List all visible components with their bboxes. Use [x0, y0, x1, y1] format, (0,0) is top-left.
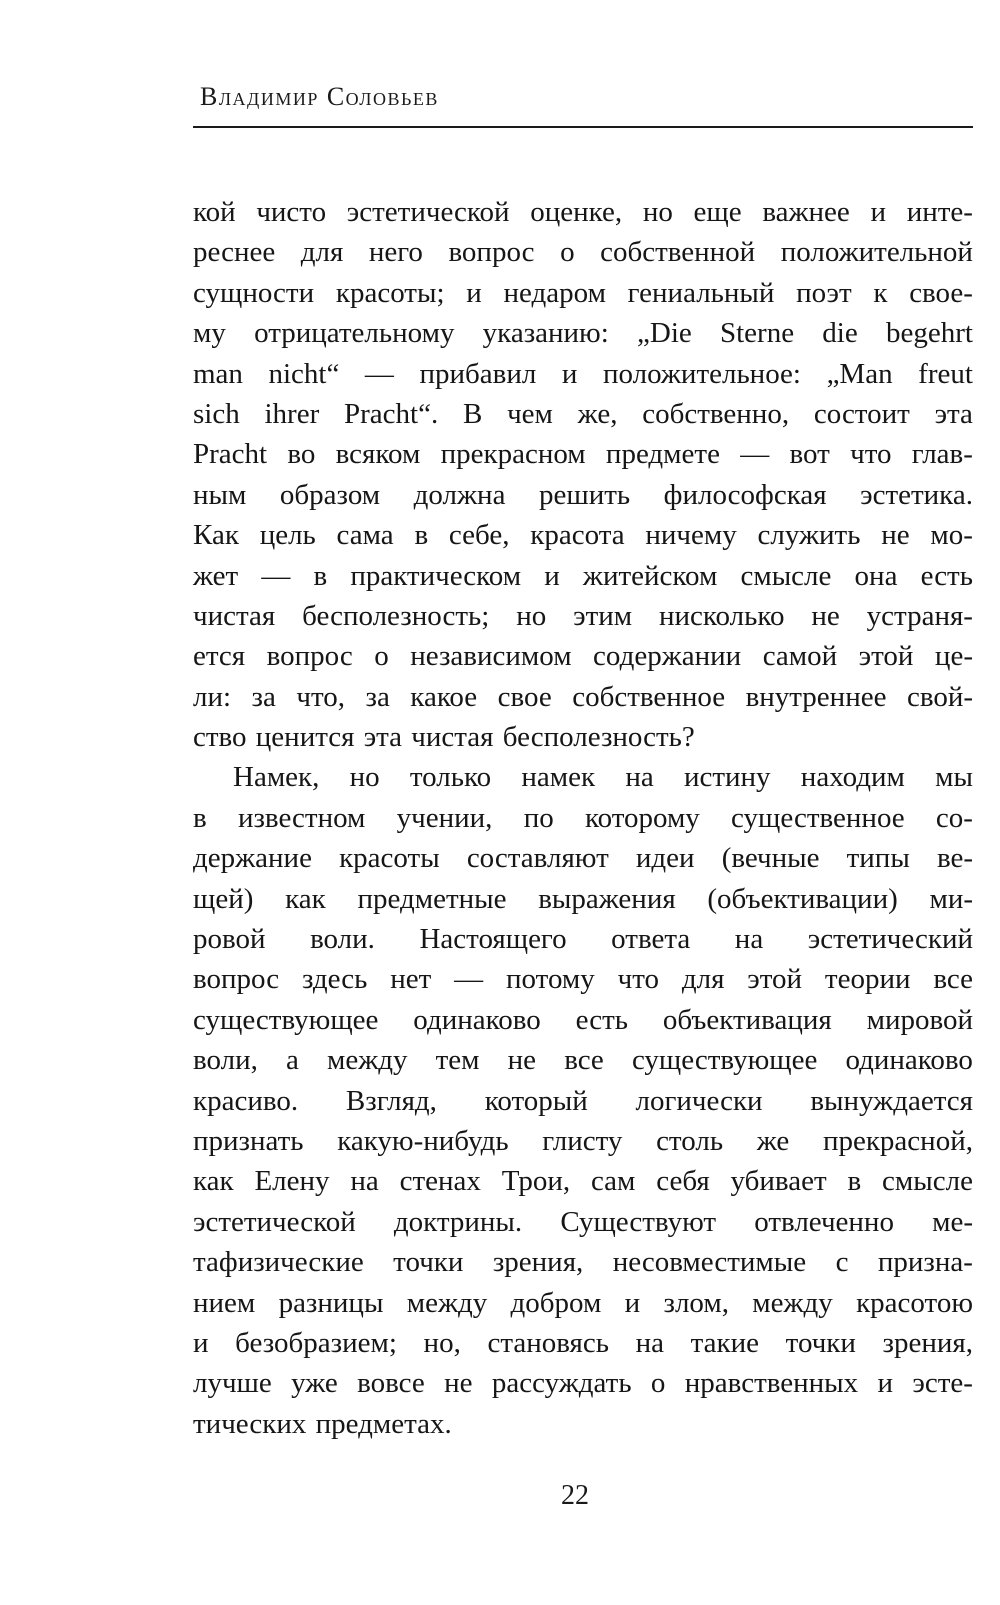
text-line: тафизические точки зрения, несовместимые с призна- [193, 1246, 973, 1279]
body-text [193, 192, 973, 1444]
text-line: Намек, но только намек на истину находим мы [233, 761, 973, 794]
text-line: Pracht во всяком прекрасном предмете — вот что глав- [193, 438, 973, 471]
text-line: man nicht“ — прибавил и положительное: „Man freut [193, 357, 973, 390]
text-line: sich ihrer Pracht“. В чем же, собственно, состоит эта [193, 397, 973, 430]
header-rule [193, 126, 973, 128]
running-header: Владимир Соловьев [200, 82, 439, 111]
text-line: сущности красоты; и недаром гениальный поэт к свое- [193, 276, 973, 309]
text-line: щей) как предметные выражения (объективации) ми- [193, 882, 973, 915]
text-line: нием разницы между добром и злом, между красотою [193, 1286, 973, 1319]
text-line: жет — в практическом и житейском смысле она есть [193, 559, 973, 592]
text-line: кой чисто эстетической оценке, но еще важнее и инте- [193, 196, 973, 228]
text-line: держание красоты составляют идеи (вечные типы ве- [193, 842, 973, 875]
text-line: ется вопрос о независимом содержании самой этой це- [193, 640, 973, 673]
text-line: Как цель сама в себе, красота ничему служить не мо- [193, 519, 973, 552]
text-line: ровой воли. Настоящего ответа на эстетический [193, 923, 973, 956]
text-line: му отрицательному указанию: „Die Sterne die begehrt [193, 317, 973, 350]
text-line: ство ценится эта чистая бесполезность? [193, 721, 695, 754]
text-line: реснее для него вопрос о собственной положительной [193, 236, 973, 269]
text-line: чистая бесполезность; но этим нисколько не устраня- [193, 599, 973, 632]
page-number: 22 [561, 1480, 589, 1511]
text-line: ли: за что, за какое свое собственное внутреннее свой- [193, 680, 973, 713]
text-line: эстетической доктрины. Существуют отвлеченно ме- [193, 1205, 973, 1238]
text-line: как Елену на стенах Трои, сам себя убивает в смысле [193, 1165, 973, 1198]
text-line: ным образом должна решить философская эстетика. [193, 478, 973, 511]
text-line: в известном учении, по которому существенное со- [193, 801, 973, 834]
text-line: существующее одинаково есть объективация мировой [193, 1003, 973, 1036]
text-line: тических предметах. [193, 1407, 452, 1440]
text-line: вопрос здесь нет — потому что для этой теории все [193, 963, 973, 996]
text-line: и безобразием; но, становясь на такие точки зрения, [193, 1326, 973, 1359]
text-line: лучше уже вовсе не рассуждать о нравственных и эсте- [193, 1367, 973, 1400]
text-line: воли, а между тем не все существующее одинаково [193, 1044, 973, 1077]
text-line: признать какую-нибудь глисту столь же прекрасной, [193, 1124, 973, 1157]
text-line: красиво. Взгляд, который логически вынуждается [193, 1084, 973, 1117]
